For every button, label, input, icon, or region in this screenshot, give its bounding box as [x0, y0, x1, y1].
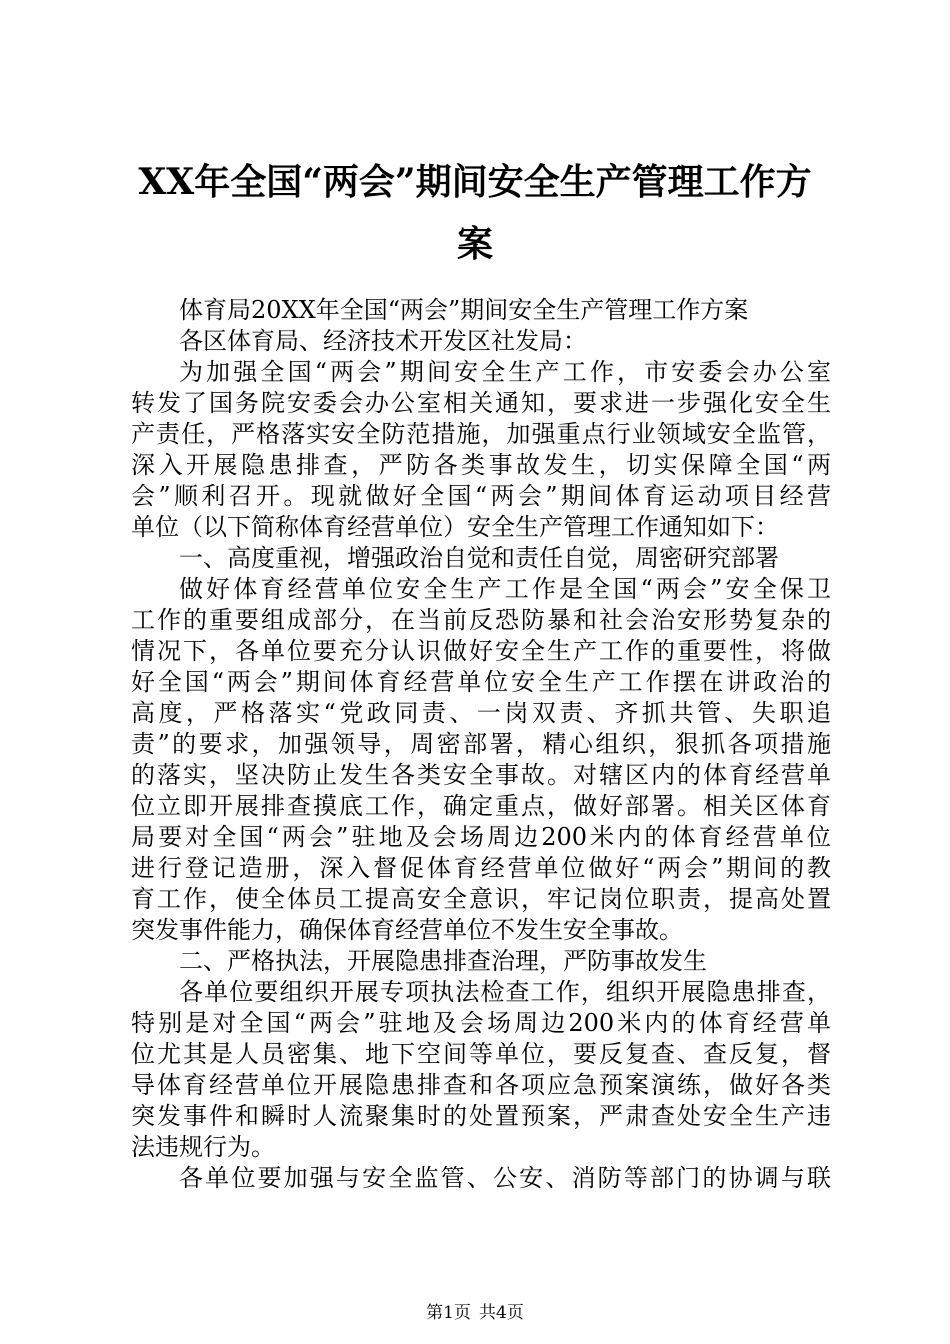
body-text-line: 做好体育经营单位安全生产工作是全国“两会”安全保卫 [179, 575, 831, 603]
body-text-line: 位立即开展排查摸底工作，确定重点，做好部署。相关区体育 [131, 792, 831, 820]
body-text-line: 进行登记造册，深入督促体育经营单位做好“两会”期间的教 [131, 854, 831, 882]
body-text-line: 的落实，坚决防止发生各类安全事故。对辖区内的体育经营单 [131, 761, 831, 789]
body-text-line: 好全国“两会”期间体育经营单位安全生产工作摆在讲政治的 [131, 668, 831, 696]
body-text-line: 突发事件和瞬时人流聚集时的处置预案，严肃查处安全生产违 [131, 1102, 831, 1130]
body-text-line: 二、严格执法，开展隐患排查治理，严防事故发生 [179, 947, 707, 975]
document-title-line-2: 案 [456, 223, 493, 265]
body-text-line: 单位（以下简称体育经营单位）安全生产管理工作通知如下： [131, 513, 779, 541]
body-text-line: 特别是对全国“两会”驻地及会场周边200米内的体育经营单 [131, 1009, 831, 1037]
page-number: 第1页 [426, 1303, 471, 1323]
page-total: 共4页 [479, 1303, 524, 1323]
body-text-line: 局要对全国“两会”驻地及会场周边200米内的体育经营单位 [131, 823, 831, 851]
body-text-line: 体育局20XX年全国“两会”期间安全生产管理工作方案 [179, 296, 749, 324]
body-text-line: 各单位要组织开展专项执法检查工作，组织开展隐患排查， [179, 978, 831, 1006]
body-text-line: 各单位要加强与安全监管、公安、消防等部门的协调与联 [179, 1164, 831, 1192]
body-text-line: 为加强全国“两会”期间安全生产工作，市安委会办公室 [179, 358, 831, 386]
document-body [131, 295, 831, 1194]
page-footer [0, 1302, 950, 1324]
body-text-line: 转发了国务院安委会办公室相关通知，要求进一步强化安全生 [131, 389, 831, 417]
body-text-line: 工作的重要组成部分，在当前反恐防暴和社会治安形势复杂的 [131, 606, 831, 634]
body-text-line: 高度，严格落实“党政同责、一岗双责、齐抓共管、失职追 [131, 699, 831, 727]
body-text-line: 会”顺利召开。现就做好全国“两会”期间体育运动项目经营 [131, 482, 831, 510]
body-text-line: 责”的要求，加强领导，周密部署，精心组织，狠抓各项措施 [131, 730, 831, 758]
body-text-line: 突发事件能力，确保体育经营单位不发生安全事故。 [131, 916, 683, 944]
body-text-line: 深入开展隐患排查，严防各类事故发生，切实保障全国“两 [131, 451, 831, 479]
body-text-line: 情况下，各单位要充分认识做好安全生产工作的重要性，将做 [131, 637, 831, 665]
body-text-line: 法违规行为。 [131, 1133, 275, 1161]
body-text-line: 一、高度重视，增强政治自觉和责任自觉，周密研究部署 [179, 544, 779, 572]
body-text-line: 育工作，使全体员工提高安全意识，牢记岗位职责，提高处置 [131, 885, 831, 913]
body-text-line: 各区体育局、经济技术开发区社发局： [179, 327, 587, 355]
document-title-line-1: XX年全国“两会”期间安全生产管理工作方 [138, 161, 812, 203]
body-text-line: 产责任，严格落实安全防范措施，加强重点行业领域安全监管， [131, 420, 831, 448]
body-text-line: 导体育经营单位开展隐患排查和各项应急预案演练，做好各类 [131, 1071, 831, 1099]
body-text-line: 位尤其是人员密集、地下空间等单位，要反复查、查反复，督 [131, 1040, 831, 1068]
